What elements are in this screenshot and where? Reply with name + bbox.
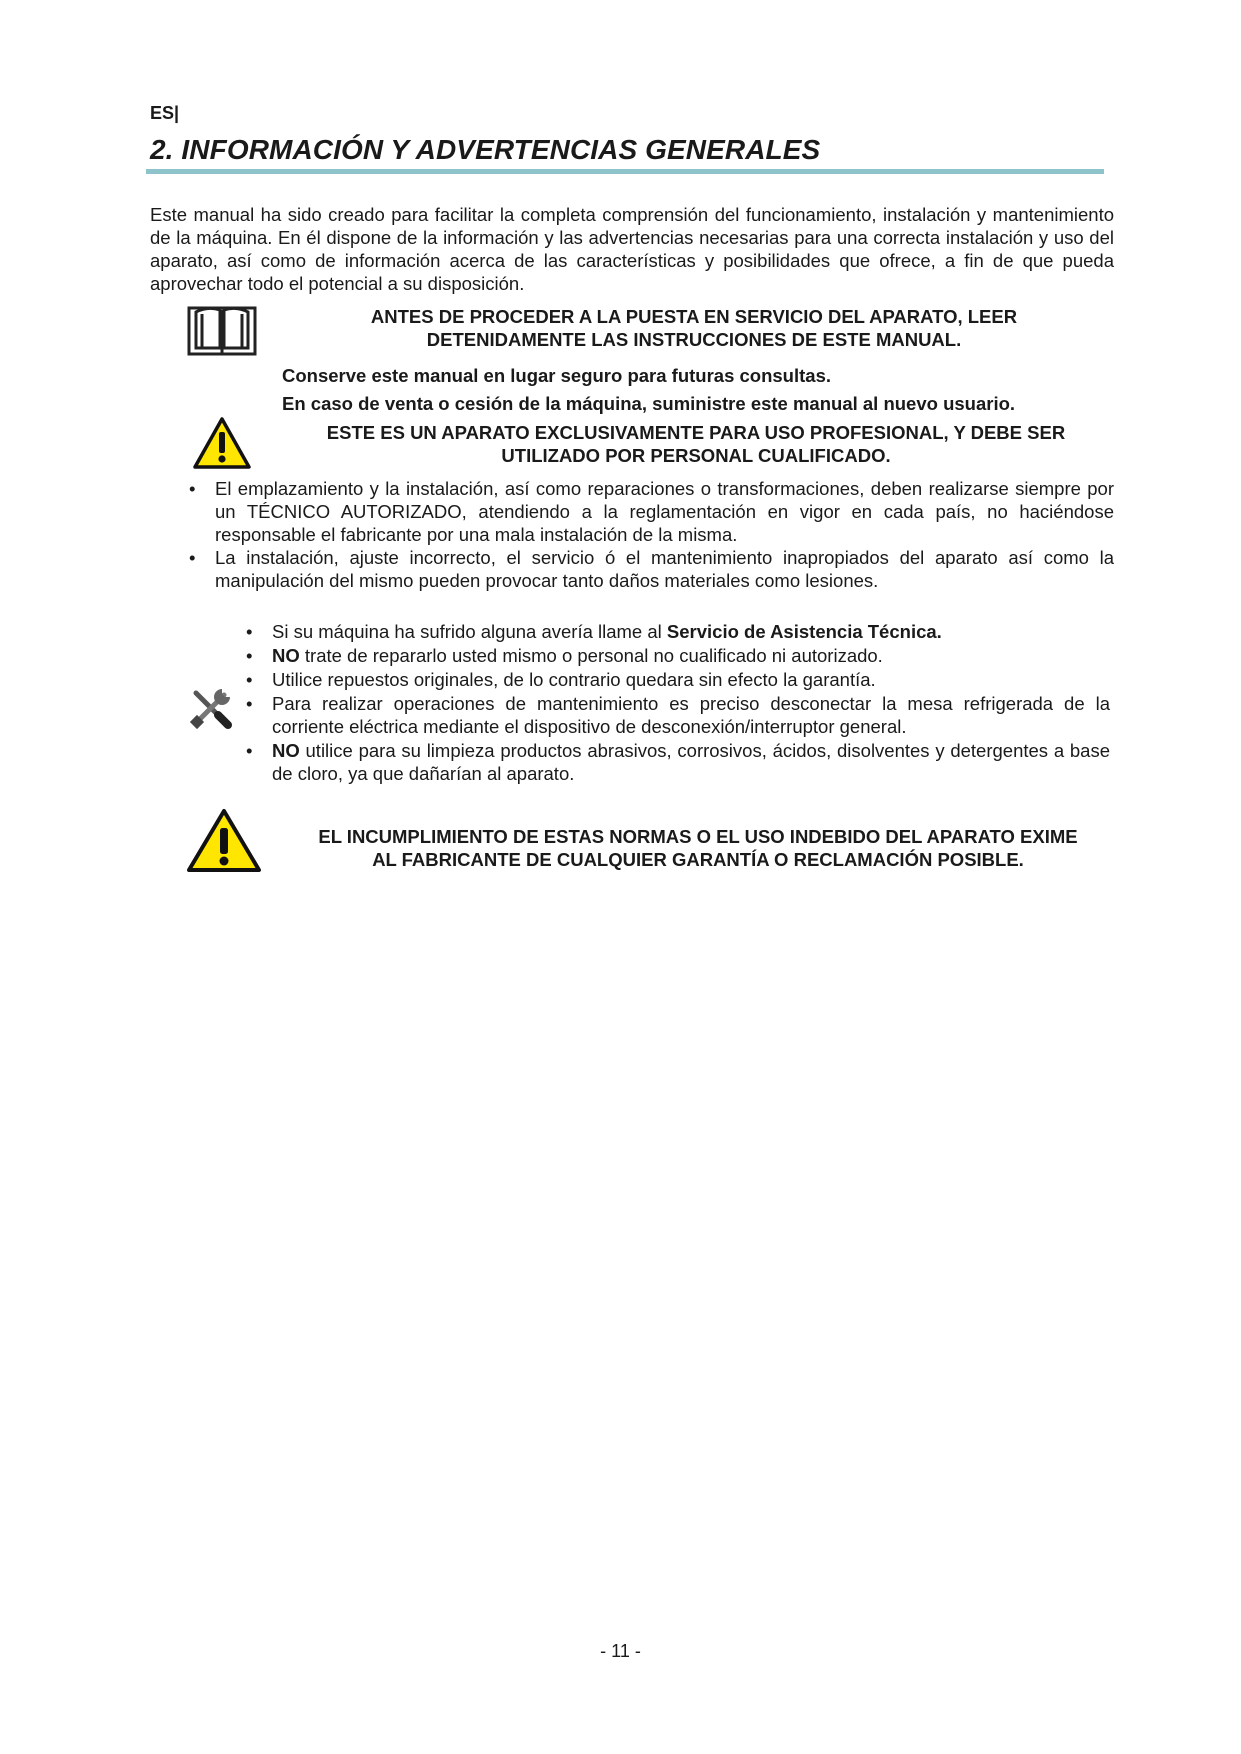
manual-notice-line2: DETENIDAMENTE LAS INSTRUCCIONES DE ESTE MANUAL. bbox=[426, 329, 962, 350]
final-warning bbox=[286, 825, 1110, 871]
final-warning-line2: AL FABRICANTE DE CUALQUIER GARANTÍA O RECLAMACIÓN POSIBLE. bbox=[372, 849, 1024, 870]
keep-note-2: En caso de venta o cesión de la máquina, suministre este manual al nuevo usuario. bbox=[282, 393, 1016, 414]
keep-note-1: Conserve este manual en lugar seguro para futuras consultas. bbox=[282, 365, 832, 386]
final-warning-line1: EL INCUMPLIMIENTO DE ESTAS NORMAS O EL USO INDEBIDO DEL APARATO EXIME bbox=[318, 826, 1078, 847]
list-item: • La instalación, ajuste incorrecto, el servicio ó el mantenimiento inapropiados del aparato así como la manipulación del mismo pueden provocar tanto daños materiales como lesiones. bbox=[215, 546, 1114, 592]
professional-warning bbox=[282, 421, 1110, 467]
maintenance-list bbox=[272, 620, 1110, 786]
list-item bbox=[272, 692, 1110, 738]
list-item-bold: NO bbox=[272, 740, 300, 761]
list-item bbox=[272, 739, 1110, 785]
list-item bbox=[272, 644, 1110, 667]
book-icon bbox=[186, 302, 258, 358]
intro-paragraph: Este manual ha sido creado para facilitar la completa comprensión del funcionamiento, instalación y mantenimiento de la máquina. En él dispone de la información y las advertencias necesarias para una correcta instalación y uso del aparato, así como de información acerca de las características y posibilidades que ofrece, a fin de que pueda aprovechar todo el potencial a su disposición. bbox=[150, 204, 1114, 294]
warning-triangle-icon bbox=[186, 808, 262, 874]
title-underline bbox=[146, 169, 1104, 174]
list-item-text: trate de repararlo usted mismo o personal no cualificado ni autorizado. bbox=[299, 645, 883, 666]
list-item bbox=[272, 620, 1110, 643]
list-item-text: Para realizar operaciones de mantenimiento es preciso desconectar la mesa refrigerada de la corriente eléctrica mediante el dispositivo de desconexión/interruptor general. bbox=[272, 693, 1110, 737]
page-number: - 11 - bbox=[600, 1641, 641, 1661]
list-item: • El emplazamiento y la instalación, así como reparaciones o transformaciones, deben realizarse siempre por un TÉCNICO AUTORIZADO, atendiendo a la reglamentación en vigor en cada país, no haciéndose responsable el fabricante por una mala instalación de la misma. bbox=[215, 477, 1114, 546]
language-tag: ES| bbox=[150, 103, 180, 123]
manual-notice-line1: ANTES DE PROCEDER A LA PUESTA EN SERVICIO DEL APARATO, LEER bbox=[370, 306, 1018, 327]
warning-triangle-icon bbox=[192, 416, 252, 470]
list-item bbox=[272, 668, 1110, 691]
professional-warning-line1: ESTE ES UN APARATO EXCLUSIVAMENTE PARA USO PROFESIONAL, Y DEBE SER bbox=[326, 422, 1066, 443]
installation-list bbox=[215, 477, 1114, 592]
manual-notice bbox=[312, 305, 1076, 351]
professional-warning-line2: UTILIZADO POR PERSONAL CUALIFICADO. bbox=[501, 445, 891, 466]
list-item-text: Si su máquina ha sufrido alguna avería llame al bbox=[272, 621, 667, 642]
list-item-text: utilice para su limpieza productos abrasivos, corrosivos, ácidos, disolventes y detergentes a base de cloro, ya que dañarían al aparato. bbox=[272, 740, 1110, 784]
list-item-text: Utilice repuestos originales, de lo contrario quedara sin efecto la garantía. bbox=[272, 669, 876, 690]
tools-icon bbox=[188, 685, 234, 731]
list-item-bold: NO bbox=[272, 645, 300, 666]
list-item-bold: Servicio de Asistencia Técnica. bbox=[666, 621, 942, 642]
section-title: 2. INFORMACIÓN Y ADVERTENCIAS GENERALES bbox=[150, 134, 821, 165]
